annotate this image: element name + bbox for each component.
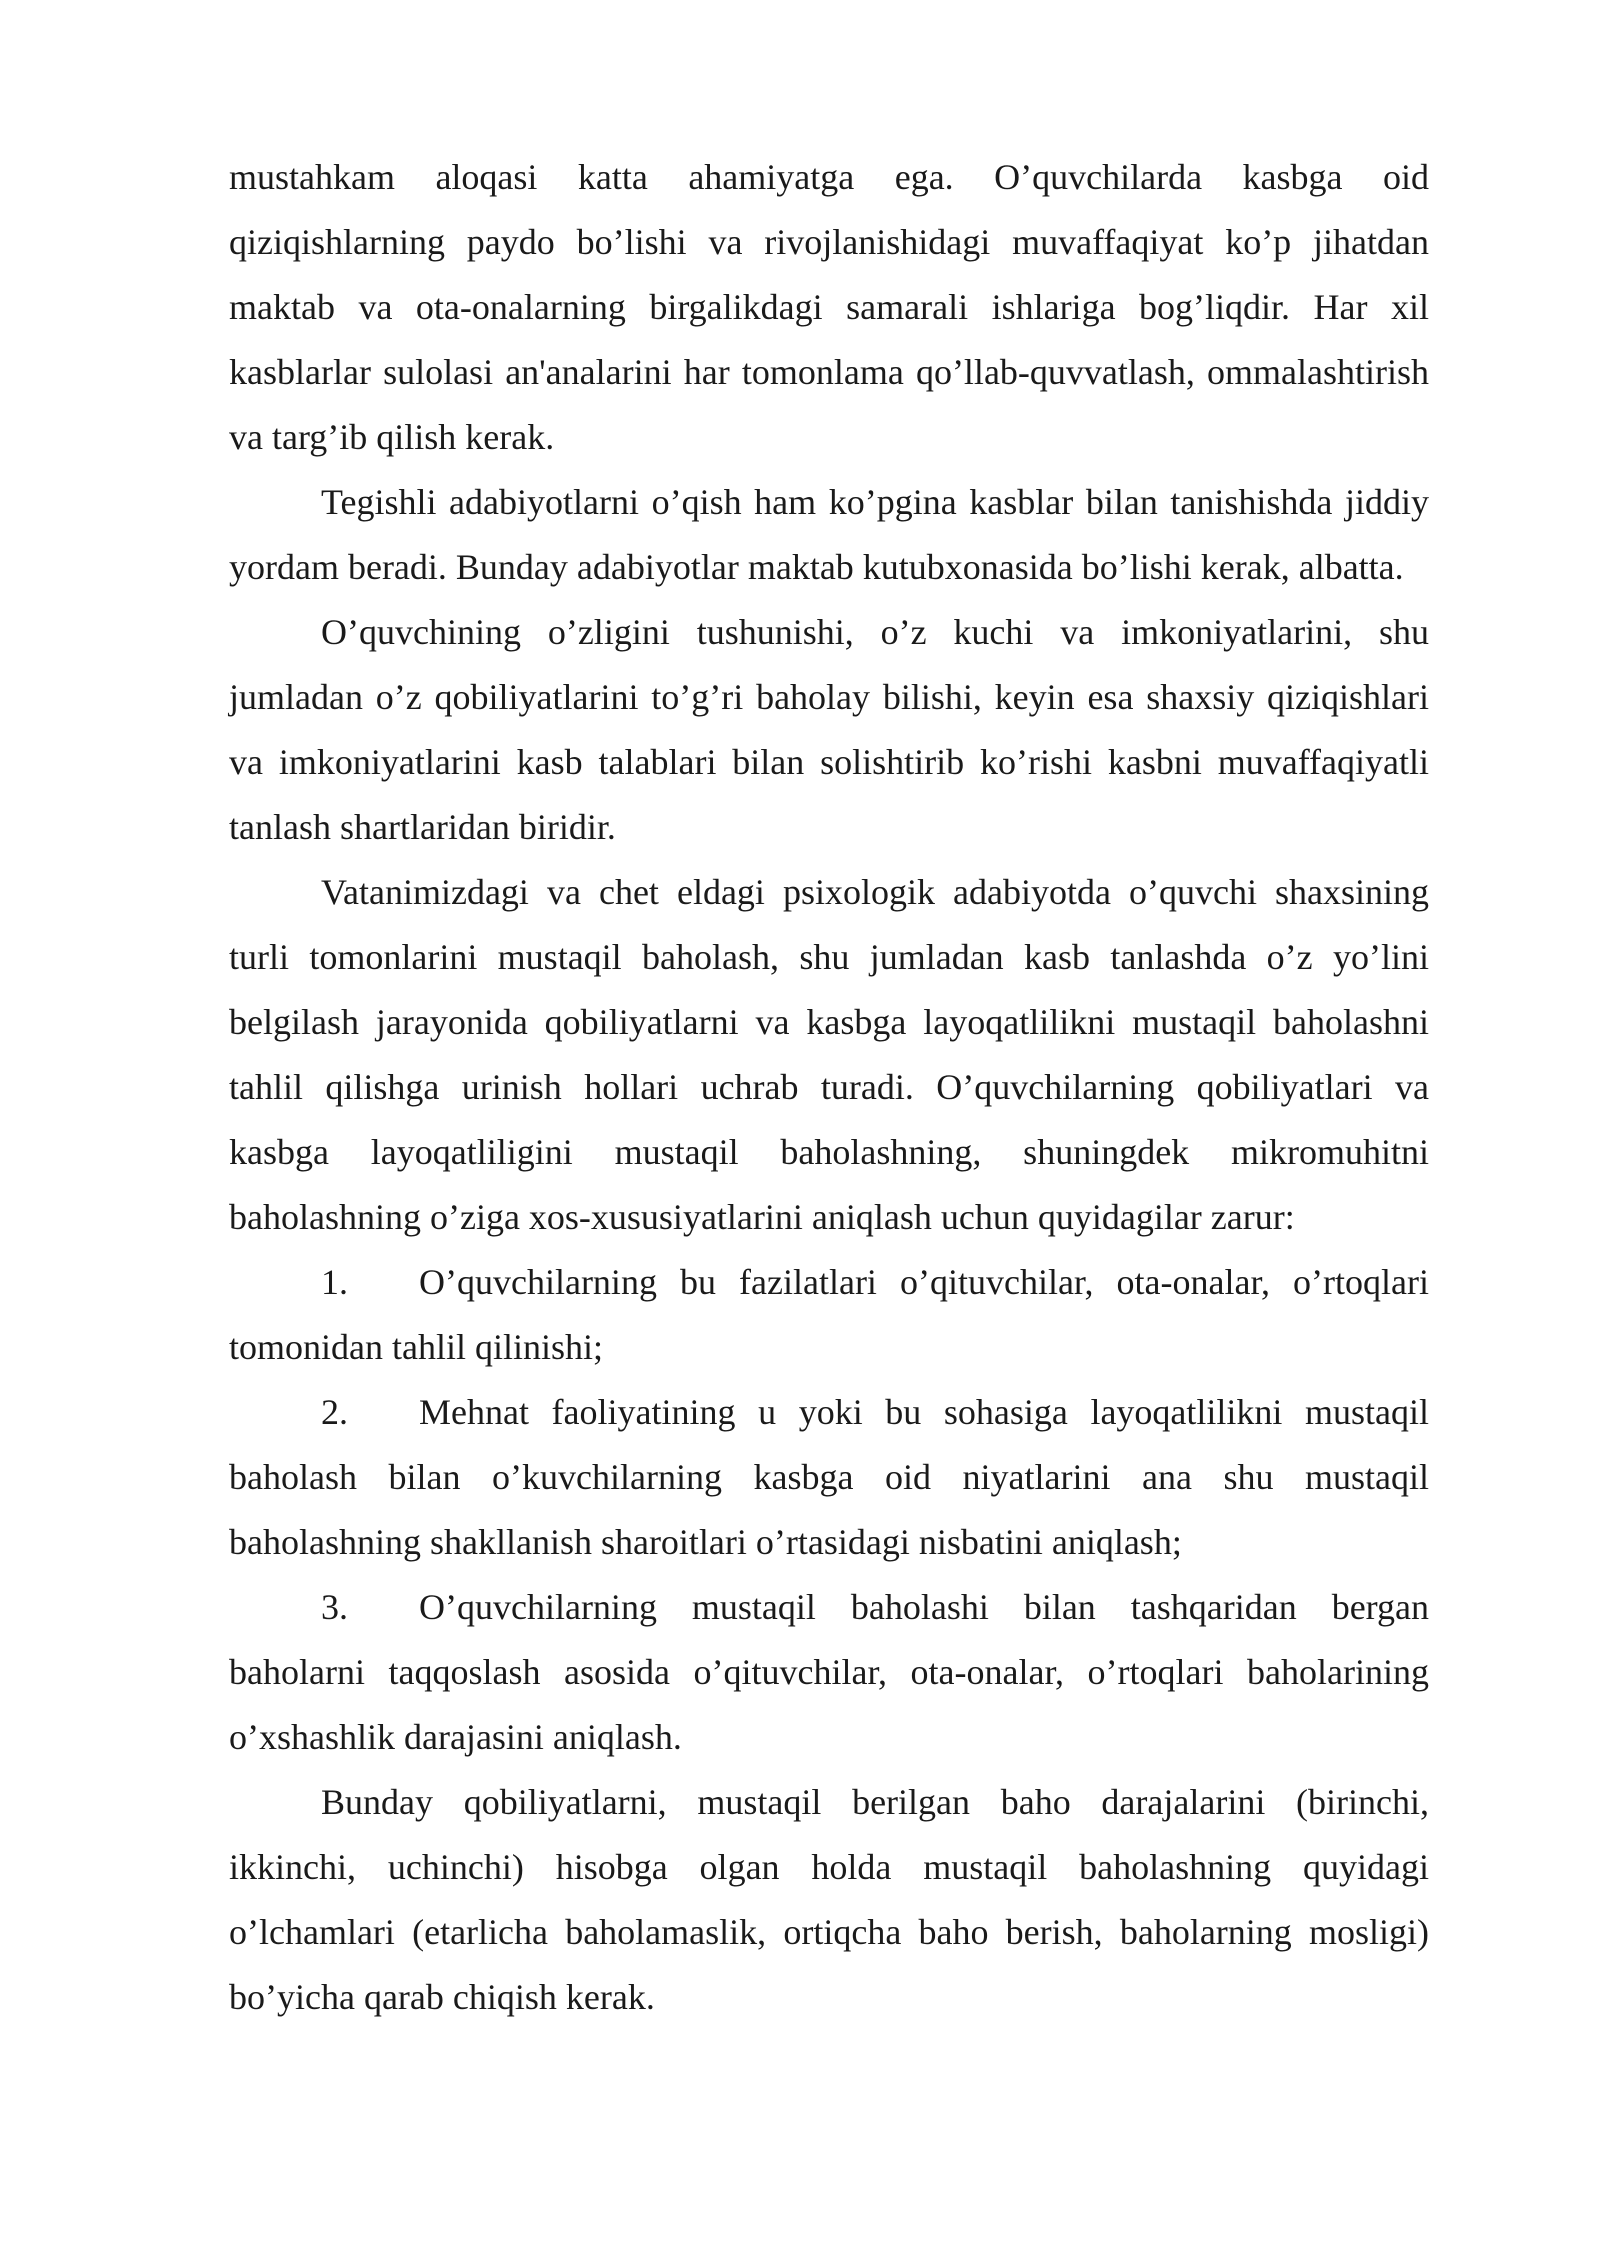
paragraph-3: O’quvchining o’zligini tushunishi, o’z kuchi va imkoniyatlarini, shu jumladan o’z qobiliyatlarini to’g’ri baholay bilishi, keyin esa shaxsiy qiziqishlari va imkoniyatlarini kasb talablari bilan solishtirib ko’rishi kasbni muvaffaqiyatli tanlash shartlaridan biridir. <box>229 612 1429 847</box>
list-item-1 <box>229 1250 1429 1380</box>
paragraph-4: Vatanimizdagi va chet eldagi psixologik adabiyotda o’quvchi shaxsining turli tomonlarini mustaqil baholash, shu jumladan kasb tanlashda o’z yo’lini belgilash jarayonida qobiliyatlarni va kasbga layoqatlilikni mustaqil baholashni tahlil qilishga urinish hollari uchrab turadi. O’quvchilarning qobiliyatlari va kasbga layoqatliligini mustaqil baholashning, shuningdek mikromuhitni baholashning o’ziga xos-xususiyatlarini aniqlash uchun quyidagilar zarur: <box>229 872 1429 1237</box>
list-item-text: O’quvchilarning mustaqil baholashi bilan tashqaridan bergan baholarni taqqoslash asosida o’qituvchilar, ota-onalar, o’rtoqlari baholarining o’xshashlik darajasini aniqlash. <box>229 1587 1429 1757</box>
list-item-3 <box>229 1575 1429 1770</box>
document-body <box>229 145 1429 2030</box>
list-number: 3. <box>321 1587 348 1627</box>
paragraph-1: mustahkam aloqasi katta ahamiyatga ega. O’quvchilarda kasbga oid qiziqishlarning paydo bo’lishi va rivojlanishidagi muvaffaqiyat ko’p jihatdan maktab va ota-onalarning birgalikdagi samarali ishlariga bog’liqdir. Har xil kasblarlar sulolasi an'analarini har tomonlama qo’llab-quvvatlash, ommalashtirish va targ’ib qilish kerak. <box>229 157 1429 457</box>
list-item-text: Mehnat faoliyatining u yoki bu sohasiga layoqatlilikni mustaqil baholash bilan o’kuvchilarning kasbga oid niyatlarini ana shu mustaqil baholashning shakllanish sharoitlari o’rtasidagi nisbatini aniqlash; <box>229 1392 1429 1562</box>
list-item-text: O’quvchilarning bu fazilatlari o’qituvchilar, ota-onalar, o’rtoqlari tomonidan tahlil qilinishi; <box>229 1262 1429 1367</box>
list-number: 1. <box>321 1262 348 1302</box>
paragraph-2: Tegishli adabiyotlarni o’qish ham ko’pgina kasblar bilan tanishishda jiddiy yordam beradi. Bunday adabiyotlar maktab kutubxonasida bo’lishi kerak, albatta. <box>229 482 1429 587</box>
closing-paragraph: Bunday qobiliyatlarni, mustaqil berilgan baho darajalarini (birinchi, ikkinchi, uchinchi) hisobga olgan holda mustaqil baholashning quyidagi o’lchamlari (etarlicha baholamaslik, ortiqcha baho berish, baholarning mosligi) bo’yicha qarab chiqish kerak. <box>229 1782 1429 2017</box>
list-number: 2. <box>321 1392 348 1432</box>
list-item-2 <box>229 1380 1429 1575</box>
